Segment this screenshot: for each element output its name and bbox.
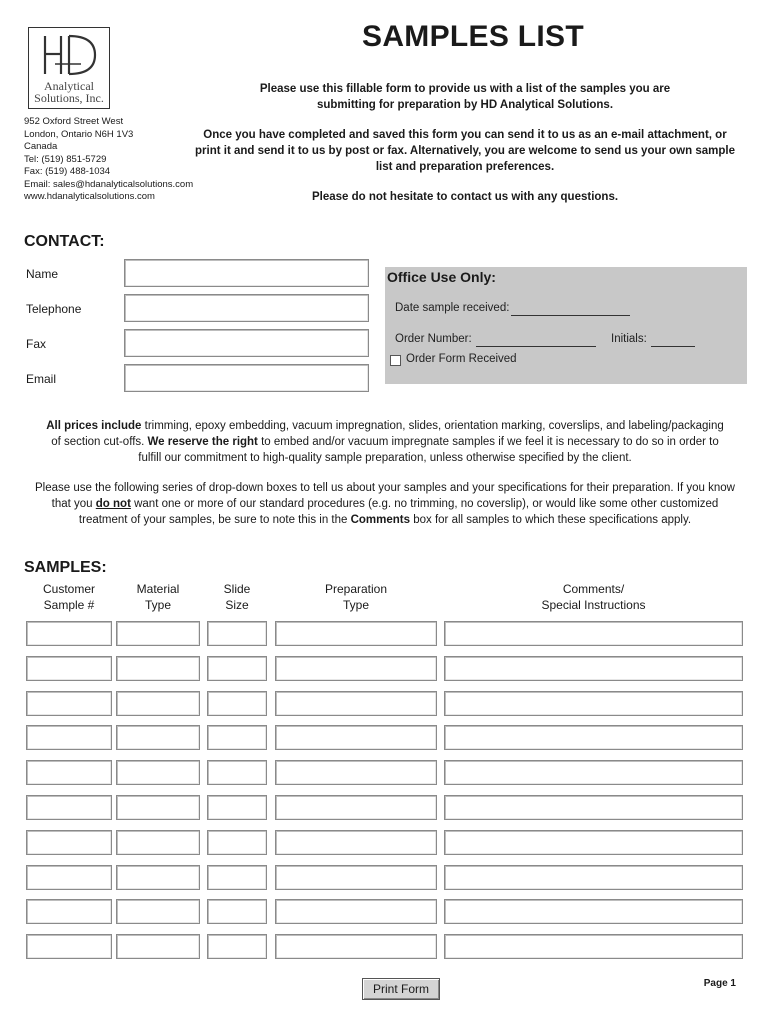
preparation-type-field[interactable] — [275, 621, 437, 646]
slide-size-field[interactable] — [207, 621, 267, 646]
instructions-text-2: want one or more of our standard procedures (e.g. no trimming, no coverslip), or would like some other customized treatment of your samples, be sure to note this in the — [78, 498, 719, 526]
instructions-do-not: do not — [95, 498, 131, 510]
material-type-field[interactable] — [116, 725, 200, 750]
material-type-field[interactable] — [116, 899, 200, 924]
col-comments — [444, 581, 743, 613]
comments-field[interactable] — [444, 865, 743, 890]
material-type-field[interactable] — [116, 691, 200, 716]
comments-field[interactable] — [444, 795, 743, 820]
customer-sample-field[interactable] — [26, 934, 112, 959]
customer-sample-field[interactable] — [26, 899, 112, 924]
preparation-type-field[interactable] — [275, 725, 437, 750]
name-field[interactable] — [124, 259, 369, 287]
date-received-label: Date sample received: — [395, 302, 510, 314]
customer-sample-field[interactable] — [26, 621, 112, 646]
company-address — [24, 116, 193, 204]
order-number-label: Order Number: — [395, 333, 472, 345]
material-type-field[interactable] — [116, 656, 200, 681]
material-type-field[interactable] — [116, 865, 200, 890]
preparation-type-field[interactable] — [275, 691, 437, 716]
customer-sample-field[interactable] — [26, 691, 112, 716]
intro-paragraph-2: Once you have completed and saved this form you can send it to us as an e-mail attachment, or print it and send it to us by post or fax. Alternatively, you are welcome to send us your own sample list and preparation preferences. — [195, 129, 735, 173]
material-type-field[interactable] — [116, 795, 200, 820]
comments-field[interactable] — [444, 830, 743, 855]
email-label: Email — [26, 372, 57, 386]
address-email: Email: sales@hdanalyticalsolutions.com — [24, 178, 194, 190]
col-customer-line-2: Sample # — [43, 598, 95, 612]
slide-size-field[interactable] — [207, 865, 267, 890]
slide-size-field[interactable] — [207, 760, 267, 785]
col-customer-sample — [26, 581, 112, 613]
comments-field[interactable] — [444, 899, 743, 924]
col-preparation-type — [275, 581, 437, 613]
col-material-line-2: Type — [144, 598, 171, 612]
slide-size-field[interactable] — [207, 899, 267, 924]
page-number: Page 1 — [703, 978, 736, 989]
hd-monogram-icon — [37, 30, 101, 80]
print-form-button[interactable]: Print Form — [362, 978, 440, 1000]
col-prep-line-1: Preparation — [324, 582, 388, 596]
material-type-field[interactable] — [116, 934, 200, 959]
samples-heading: SAMPLES: — [24, 559, 107, 576]
fax-field[interactable] — [124, 329, 369, 357]
preparation-type-field[interactable] — [275, 934, 437, 959]
col-comments-line-2: Special Instructions — [541, 598, 646, 612]
comments-field[interactable] — [444, 760, 743, 785]
initials-label: Initials: — [611, 333, 647, 345]
col-slide-size — [207, 581, 267, 613]
telephone-field[interactable] — [124, 294, 369, 322]
address-website: www.hdanalyticalsolutions.com — [24, 191, 155, 202]
col-slide-line-2: Size — [225, 598, 249, 612]
comments-field[interactable] — [444, 656, 743, 681]
address-country: Canada — [24, 141, 58, 152]
instructions-comments: Comments — [350, 514, 411, 526]
slide-size-field[interactable] — [207, 725, 267, 750]
customer-sample-field[interactable] — [26, 865, 112, 890]
email-field[interactable] — [124, 364, 369, 392]
col-prep-line-2: Type — [342, 598, 369, 612]
address-tel: Tel: (519) 851-5729 — [24, 153, 107, 165]
material-type-field[interactable] — [116, 621, 200, 646]
address-city: London, Ontario N6H 1V3 — [24, 128, 134, 140]
comments-field[interactable] — [444, 725, 743, 750]
order-form-received-label: Order Form Received — [406, 353, 517, 365]
prices-text-2: to embed and/or vacuum impregnate samples if we feel it is necessary to do so in order to fulfill our commitment to high-quality sample preparation, unless otherwise specified by the client. — [138, 436, 719, 464]
col-comments-line-1: Comments/ — [562, 582, 625, 596]
intro-paragraph-3: Please do not hesitate to contact us with any questions. — [311, 191, 619, 203]
address-street: 952 Oxford Street West — [24, 116, 124, 127]
col-slide-line-1: Slide — [223, 582, 251, 596]
instructions-text-1: Please use the following series of drop-down boxes to tell us about your samples and your specifications for their preparation. If you know that you — [35, 482, 735, 510]
office-use-panel — [385, 267, 747, 384]
material-type-field[interactable] — [116, 760, 200, 785]
fax-label: Fax — [26, 337, 47, 351]
prices-text-1: trimming, epoxy embedding, vacuum impregnation, slides, orientation marking, coverslips, and labeling/packaging of section cut-offs. — [51, 420, 724, 448]
preparation-type-field[interactable] — [275, 865, 437, 890]
comments-field[interactable] — [444, 691, 743, 716]
instructions-paragraph — [26, 480, 744, 528]
name-label: Name — [26, 267, 59, 281]
company-logo — [28, 27, 110, 109]
contact-heading: CONTACT: — [24, 233, 105, 250]
col-material-type — [116, 581, 200, 613]
customer-sample-field[interactable] — [26, 795, 112, 820]
preparation-type-field[interactable] — [275, 760, 437, 785]
slide-size-field[interactable] — [207, 830, 267, 855]
page-title: SAMPLES LIST — [362, 20, 584, 53]
order-form-received-checkbox[interactable] — [390, 355, 401, 366]
preparation-type-field[interactable] — [275, 795, 437, 820]
order-number-blank — [476, 346, 596, 347]
comments-field[interactable] — [444, 621, 743, 646]
date-received-blank — [511, 315, 630, 316]
office-use-heading: Office Use Only: — [387, 269, 496, 285]
preparation-type-field[interactable] — [275, 899, 437, 924]
customer-sample-field[interactable] — [26, 656, 112, 681]
slide-size-field[interactable] — [207, 691, 267, 716]
preparation-type-field[interactable] — [275, 656, 437, 681]
initials-blank — [651, 346, 695, 347]
intro-paragraph-1: Please use this fillable form to provide us with a list of the samples you are submitting for preparation by HD Analytical Solutions. — [259, 83, 671, 111]
customer-sample-field[interactable] — [26, 725, 112, 750]
comments-field[interactable] — [444, 934, 743, 959]
address-fax: Fax: (519) 488-1034 — [24, 166, 111, 177]
logo-line-1: Analytical — [44, 79, 94, 93]
instructions-text-3: box for all samples to which these specifications apply. — [410, 514, 692, 526]
slide-size-field[interactable] — [207, 934, 267, 959]
slide-size-field[interactable] — [207, 656, 267, 681]
prices-bold-1: All prices include — [46, 420, 142, 432]
slide-size-field[interactable] — [207, 795, 267, 820]
preparation-type-field[interactable] — [275, 830, 437, 855]
col-material-line-1: Material — [136, 582, 180, 596]
customer-sample-field[interactable] — [26, 830, 112, 855]
telephone-label: Telephone — [26, 302, 82, 316]
customer-sample-field[interactable] — [26, 760, 112, 785]
col-customer-line-1: Customer — [42, 582, 95, 596]
prices-paragraph — [40, 418, 730, 466]
prices-bold-2: We reserve the right — [147, 436, 258, 448]
material-type-field[interactable] — [116, 830, 200, 855]
logo-line-2: Solutions, Inc. — [34, 91, 104, 105]
